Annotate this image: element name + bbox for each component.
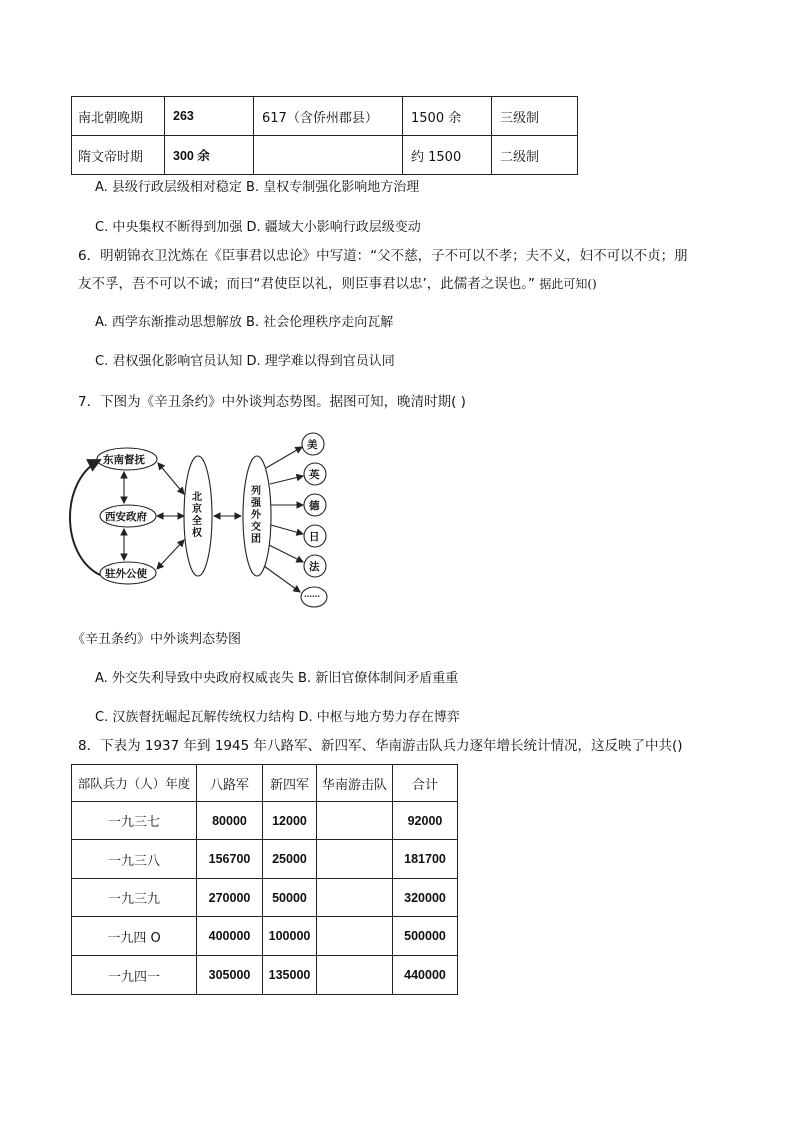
table-cell (317, 917, 393, 956)
label-germany: 德 (309, 500, 320, 512)
table-cell: 一九四一 (72, 956, 197, 995)
table-cell: 263 (165, 97, 254, 136)
label-beijing-plenipotentiary: 北京全权 (192, 492, 202, 539)
table-cell (317, 802, 393, 840)
label-foreign-diplomatic-corps: 列强外交团 (251, 486, 261, 545)
table-cell: 一九三八 (72, 840, 197, 879)
table-cell (317, 956, 393, 995)
table-cell: 12000 (263, 802, 317, 840)
table-cell: 一九三九 (72, 879, 197, 917)
q6-stem-line2 (78, 274, 597, 294)
table-cell: 156700 (197, 840, 263, 879)
q7-stem: 7．下图为《辛丑条约》中外谈判态势图。据图可知，晚清时期( ) (78, 394, 466, 410)
table-cell (317, 879, 393, 917)
q8-stem: 8．下表为 1937 年到 1945 年八路军、新四军、华南游击队兵力逐年增长统计情况，这反映了中共() (78, 738, 683, 754)
table-cell: 270000 (197, 879, 263, 917)
top-table (71, 96, 578, 175)
table-cell: 100000 (263, 917, 317, 956)
table-header-row (72, 765, 458, 802)
table-cell: 隋文帝时期 (72, 136, 165, 175)
table-cell (317, 840, 393, 879)
table-cell: 617（含侨州郡县） (254, 97, 403, 136)
label-others: …… (304, 589, 320, 599)
table-cell: 300 余 (165, 136, 254, 175)
header-cell: 新四军 (263, 765, 317, 802)
q5-option-cd: C. 中央集权不断得到加强 D. 疆域大小影响行政层级变动 (95, 220, 421, 235)
label-southeast-governors: 东南督抚 (103, 454, 145, 466)
table-cell: 92000 (393, 802, 458, 840)
table-cell: 440000 (393, 956, 458, 995)
header-cell: 合计 (393, 765, 458, 802)
table-cell: 135000 (263, 956, 317, 995)
header-cell: 华南游击队 (317, 765, 393, 802)
table-cell: 50000 (263, 879, 317, 917)
q6-option-ab: A. 西学东渐推动思想解放 B. 社会伦理秩序走向瓦解 (95, 315, 394, 330)
q6-option-cd: C. 君权强化影响官员认知 D. 理学难以得到官员认同 (95, 354, 395, 369)
label-envoys-abroad: 驻外公使 (105, 568, 147, 580)
table-cell: 南北朝晚期 (72, 97, 165, 136)
table-row (72, 802, 458, 840)
q6-stem-line1: 6．明朝锦衣卫沈炼在《臣事君以忠论》中写道：“父不慈，子不可以不孝；夫不义，妇不可以不贞；朋 (78, 248, 688, 264)
label-xian-government: 西安政府 (105, 511, 147, 523)
table-cell: 181700 (393, 840, 458, 879)
q6-stem-text: 友不孚，吾不可以不诚；而曰“君使臣以礼，则臣事君以忠’，此儒者之误也。” (78, 276, 536, 292)
q7-diagram-caption: 《辛丑条约》中外谈判态势图 (72, 632, 242, 647)
label-japan: 日 (309, 531, 320, 543)
outer-loop-arrow (70, 460, 100, 575)
q7-option-cd: C. 汉族督抚崛起瓦解传统权力结构 D. 中枢与地方势力存在博弈 (95, 710, 460, 725)
label-uk: 英 (309, 469, 320, 481)
table-cell: 320000 (393, 879, 458, 917)
table-cell: 1500 余 (403, 97, 492, 136)
header-cell: 八路军 (197, 765, 263, 802)
table-cell: 约 1500 (403, 136, 492, 175)
table-cell: 80000 (197, 802, 263, 840)
table-cell: 305000 (197, 956, 263, 995)
q6-stem-tail: 据此可知() (539, 277, 597, 291)
q7-option-ab: A. 外交失利导致中央政府权威丧失 B. 新旧官僚体制间矛盾重重 (95, 671, 459, 686)
table-cell: 三级制 (492, 97, 578, 136)
table-cell: 二级制 (492, 136, 578, 175)
q5-option-ab: A. 县级行政层级相对稳定 B. 皇权专制强化影响地方治理 (95, 180, 420, 195)
table-cell: 25000 (263, 840, 317, 879)
label-usa: 美 (307, 439, 318, 451)
table-row (72, 97, 578, 136)
table-cell: 400000 (197, 917, 263, 956)
table-cell (254, 136, 403, 175)
table-row (72, 136, 578, 175)
q8-table (71, 764, 458, 995)
table-row (72, 879, 458, 917)
label-france: 法 (309, 561, 320, 573)
table-cell: 500000 (393, 917, 458, 956)
table-row (72, 956, 458, 995)
table-row (72, 917, 458, 956)
header-cell: 部队兵力（人）年度 (72, 765, 197, 802)
table-row (72, 840, 458, 879)
table-cell: 一九四 O (72, 917, 197, 956)
table-cell: 一九三七 (72, 802, 197, 840)
